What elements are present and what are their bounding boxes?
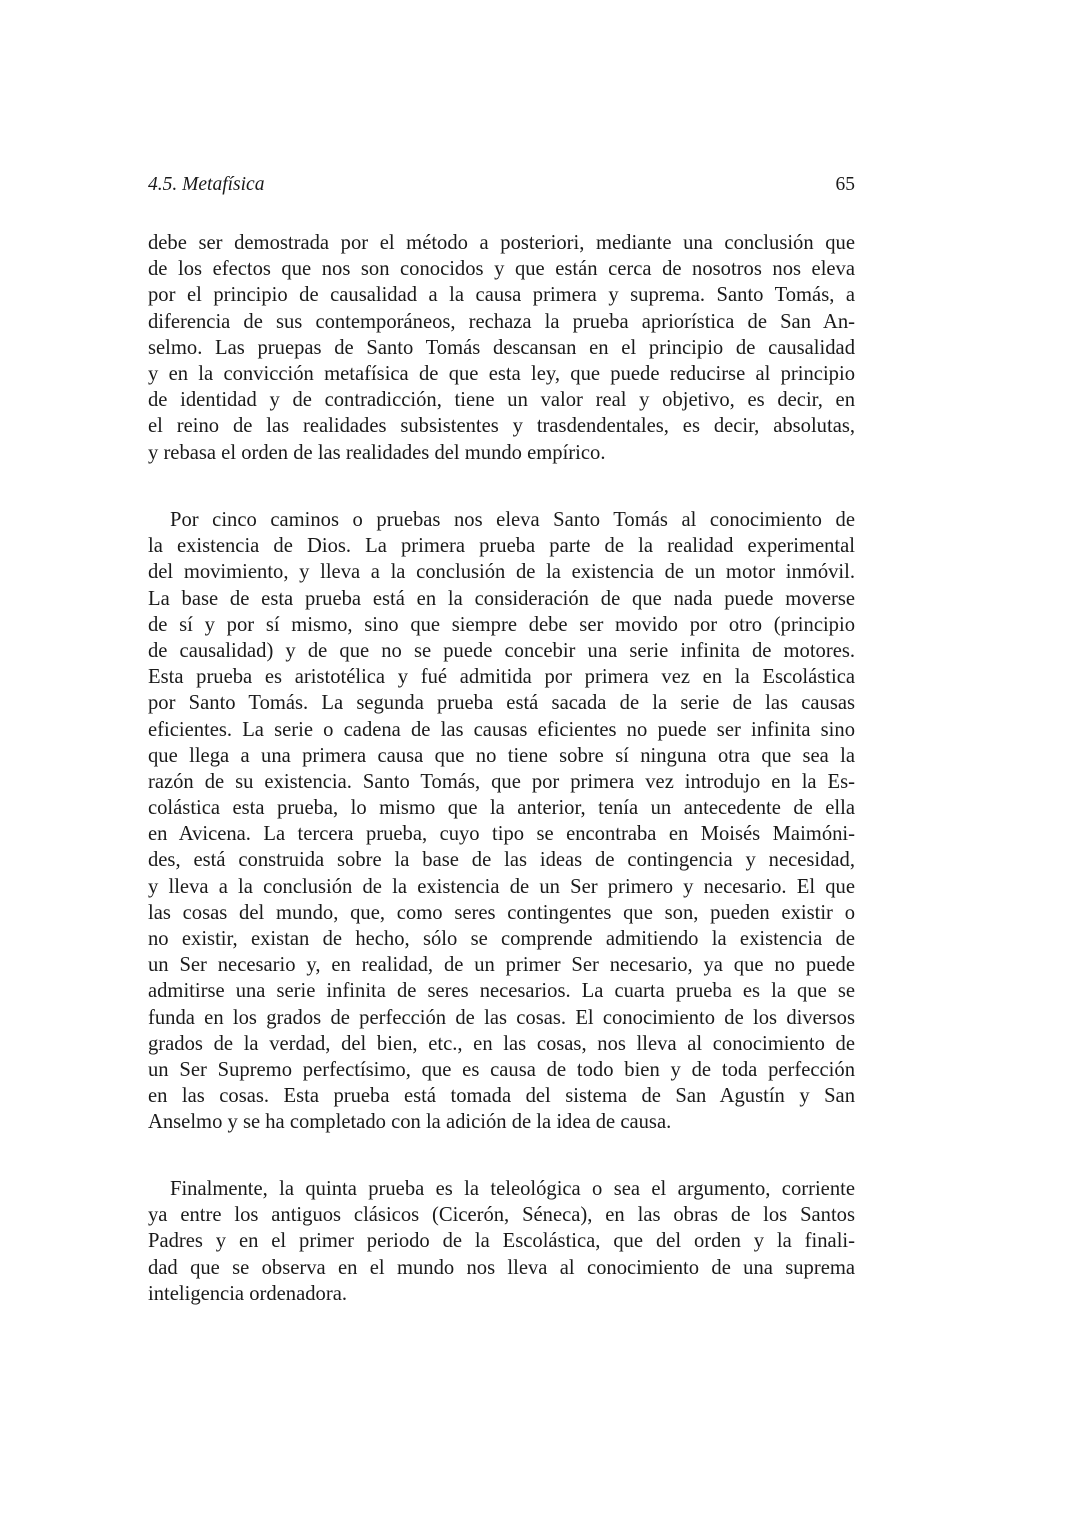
running-header bbox=[148, 174, 855, 200]
text-line: Anselmo y se ha completado con la adición de la idea de causa. bbox=[148, 1111, 672, 1134]
text-line: y rebasa el orden de las realidades del mundo empírico. bbox=[148, 441, 606, 464]
text-line: debe ser demostrada por el método a posteriori, mediante una conclusión que bbox=[148, 232, 855, 254]
text-line: no existir, existan de hecho, sólo se comprende admitiendo la existencia de bbox=[148, 928, 855, 950]
page-number: 65 bbox=[835, 174, 855, 195]
text-line: La base de esta prueba está en la consideración de que nada puede moverse bbox=[148, 587, 855, 610]
text-line: diferencia de sus contemporáneos, rechaza la prueba apriorística de San An- bbox=[148, 310, 855, 333]
text-line: Esta prueba es aristotélica y fué admitida por primera vez en la Escolástica bbox=[148, 666, 855, 689]
text-line: las cosas del mundo, que, como seres contingentes que son, pueden existir o bbox=[148, 901, 855, 924]
text-line: que llega a una primera causa que no tiene sobre sí ninguna otra que sea la bbox=[148, 744, 855, 767]
text-line: Por cinco caminos o pruebas nos eleva Santo Tomás al conocimiento de bbox=[170, 509, 855, 531]
paragraph-2 bbox=[148, 507, 855, 1136]
text-line: el reino de las realidades subsistentes y trasdendentales, es decir, absolutas, bbox=[148, 415, 855, 438]
text-line: de causalidad) y de que no se puede concebir una serie infinita de motores. bbox=[148, 639, 855, 662]
text-line: la existencia de Dios. La primera prueba parte de la realidad experimental bbox=[148, 535, 855, 558]
text-line: eficientes. La serie o cadena de las causas eficientes no puede ser infinita sino bbox=[148, 718, 855, 741]
paragraph-1 bbox=[148, 230, 855, 466]
paragraph-3 bbox=[148, 1176, 855, 1307]
text-line: des, está construida sobre la base de las ideas de contingencia y necesidad, bbox=[148, 849, 855, 872]
text-line: un Ser Supremo perfectísimo, que es causa de todo bien y de toda perfección bbox=[148, 1058, 855, 1081]
text-line: inteligencia ordenadora. bbox=[148, 1282, 347, 1305]
section-title: 4.5. Metafísica bbox=[148, 174, 265, 195]
text-line: dad que se observa en el mundo nos lleva al conocimiento de una suprema bbox=[148, 1256, 855, 1279]
text-line: y lleva a la conclusión de la existencia de un Ser primero y necesario. El que bbox=[148, 875, 855, 898]
text-line: admitirse una serie infinita de seres necesarios. La cuarta prueba es la que se bbox=[148, 980, 855, 1003]
text-line: por el principio de causalidad a la causa primera y suprema. Santo Tomás, a bbox=[148, 284, 855, 307]
text-line: por Santo Tomás. La segunda prueba está sacada de la serie de las causas bbox=[148, 692, 855, 715]
text-line: del movimiento, y lleva a la conclusión de la existencia de un motor inmóvil. bbox=[148, 561, 855, 584]
text-line: grados de la verdad, del bien, etc., en las cosas, nos lleva al conocimiento de bbox=[148, 1032, 855, 1055]
text-line: ya entre los antiguos clásicos (Cicerón, Séneca), en las obras de los Santos bbox=[148, 1204, 855, 1227]
text-line: en Avicena. La tercera prueba, cuyo tipo se encontraba en Moisés Maimóni- bbox=[148, 823, 855, 846]
text-line: razón de su existencia. Santo Tomás, que por primera vez introdujo en la Es- bbox=[148, 770, 855, 793]
text-line: un Ser necesario y, en realidad, de un primer Ser necesario, ya que no puede bbox=[148, 954, 855, 977]
text-line: y en la convicción metafísica de que esta ley, que puede reducirse al principio bbox=[148, 362, 855, 385]
text-line: de los efectos que nos son conocidos y que están cerca de nosotros nos eleva bbox=[148, 258, 855, 281]
text-line: colástica esta prueba, lo mismo que la anterior, tenía un antecedente de ella bbox=[148, 797, 855, 820]
text-line: funda en los grados de perfección de las cosas. El conocimiento de los diversos bbox=[148, 1006, 855, 1029]
text-line: en las cosas. Esta prueba está tomada del sistema de San Agustín y San bbox=[148, 1085, 855, 1108]
text-line: Padres y en el primer periodo de la Escolástica, que del orden y la finali- bbox=[148, 1230, 855, 1253]
text-line: selmo. Las pruepas de Santo Tomás descansan en el principio de causalidad bbox=[148, 336, 855, 359]
text-line: de identidad y de contradicción, tiene un valor real y objetivo, es decir, en bbox=[148, 389, 855, 412]
text-line: Finalmente, la quinta prueba es la teleológica o sea el argumento, corriente bbox=[170, 1178, 855, 1200]
text-line: de sí y por sí mismo, sino que siempre debe ser movido por otro (principio bbox=[148, 613, 855, 636]
